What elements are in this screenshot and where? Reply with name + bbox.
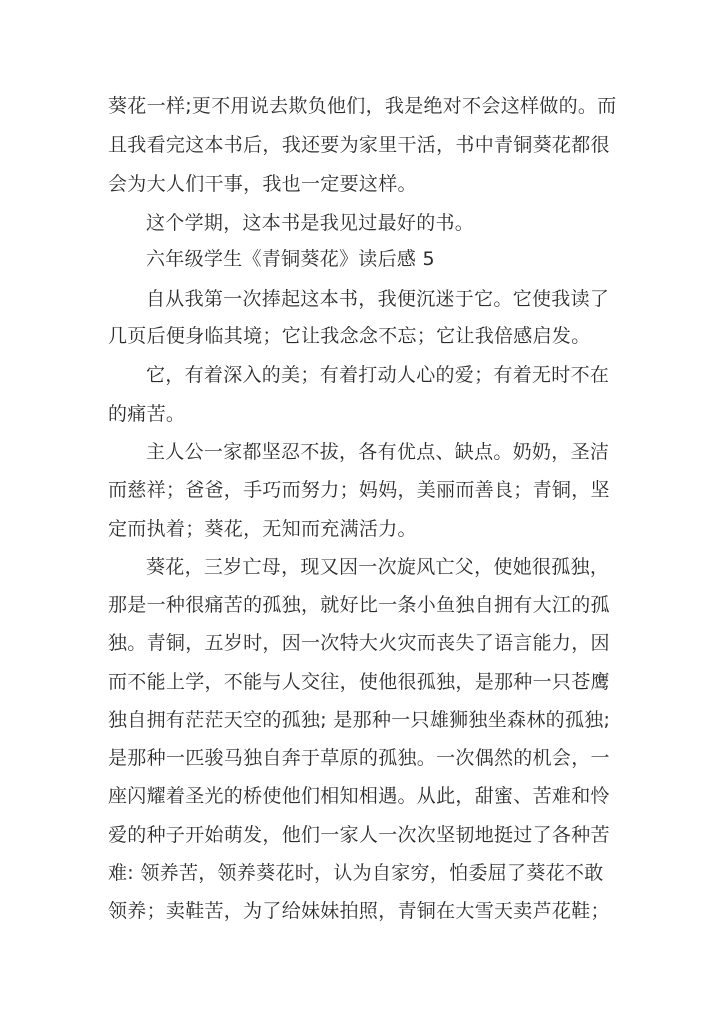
section-heading: 六年级学生《青铜葵花》读后感 5 — [146, 248, 435, 270]
text-line: 自从我第一次捧起这本书，我便沉迷于它。它使我读了 — [146, 288, 610, 310]
text-line: 它，有着深入的美；有着打动人心的爱；有着无时不在 — [146, 364, 610, 386]
text-line: 而慈祥；爸爸，手巧而努力；妈妈，美丽而善良；青铜，坚 — [108, 479, 610, 501]
text-line: 定而执着；葵花，无知而充满活力。 — [108, 518, 417, 540]
text-line: 那是一种很痛苦的孤独，就好比一条小鱼独自拥有大江的孤 — [108, 594, 610, 616]
text-line: 独自拥有茫茫天空的孤独; 是那种一只雄狮独坐森林的孤独; — [108, 709, 611, 731]
text-line: 主人公一家都坚忍不拔，各有优点、缺点。奶奶，圣洁 — [146, 441, 610, 463]
text-line: 几页后便身临其境；它让我念念不忘；它让我倍感启发。 — [108, 325, 591, 347]
text-line: 是那种一匹骏马独自奔于草原的孤独。一次偶然的机会，一 — [108, 747, 610, 769]
text-line: 座闪耀着圣光的桥使他们相知相遇。从此，甜蜜、苦难和怜 — [108, 785, 610, 807]
text-line: 葵花一样;更不用说去欺负他们，我是绝对不会这样做的。而 — [108, 95, 617, 117]
text-line: 葵花，三岁亡母，现又因一次旋风亡父，使她很孤独， — [146, 556, 610, 578]
text-line: 且我看完这本书后，我还要为家里干活，书中青铜葵花都很 — [108, 134, 610, 156]
text-line: 爱的种子开始萌发，他们一家人一次次坚韧地挺过了各种苦 — [108, 824, 610, 846]
text-line: 会为大人们干事，我也一定要这样。 — [108, 173, 417, 195]
text-line: 独。青铜，五岁时，因一次特大火灾而丧失了语言能力，因 — [108, 632, 610, 654]
text-line: 这个学期，这本书是我见过最好的书。 — [146, 212, 475, 234]
text-line: 难: 领养苦，领养葵花时，认为自家穷，怕委屈了葵花不敢 — [108, 862, 604, 884]
text-line: 的痛苦。 — [108, 403, 186, 425]
text-line: 而不能上学，不能与人交往，使他很孤独，是那种一只苍鹰 — [108, 671, 610, 693]
text-line: 领养；卖鞋苦，为了给妹妹拍照，青铜在大雪天卖芦花鞋； — [108, 900, 610, 922]
